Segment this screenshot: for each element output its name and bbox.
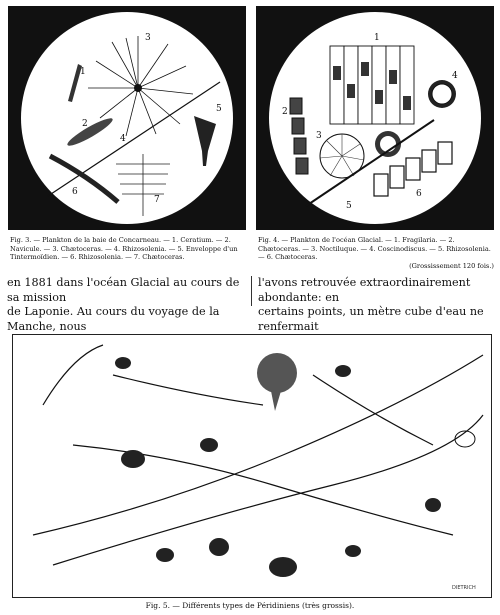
fig4-label-5: 5 [346,201,352,211]
fig3-label-4: 4 [120,134,126,144]
body-text-line: l'avons retrouvée extraordinairement abondante: en [258,276,471,304]
fig4-caption-text: — Plankton de l'océan Glacial. — 1. Fragilaria. — 2. Chætoceras. — 3. Noctiluque. — 4. Coscinodiscus. — 5. Rhizosolenia. — 6. Chætoceras. [258,236,491,262]
body-text-right-column [258,276,494,334]
fig3-label-6: 6 [72,187,78,197]
fig3-label-2: 2 [82,119,88,129]
fig3-illustration [8,6,246,230]
fig4-label-3: 3 [316,131,322,141]
fig3-caption-number: Fig. 3. [10,236,32,244]
body-text-line: certains points, un mètre cube d'eau ne renfermait [258,305,484,333]
fig5-illustration [12,334,492,598]
fig4-label-2: 2 [282,107,288,117]
fig5-caption: Fig. 5. — Différents types de Péridiniens (très grossis). [145,601,355,610]
body-text-line: de Laponie. Au cours du voyage de la Manche, nous [7,305,220,333]
fig3-label-7: 7 [154,195,160,205]
fig3-label-3: 3 [145,33,151,43]
fig4-illustration [256,6,494,230]
fig3-label-5: 5 [216,104,222,114]
fig4-label-6: 6 [416,189,422,199]
engraver-signature: DIETRICH [452,585,476,591]
body-text-left-column [7,276,247,334]
fig3-label-1: 1 [80,67,86,77]
fig4-label-1: 1 [374,33,380,43]
fig4-caption-number: Fig. 4. [258,236,280,244]
fig4-label-4: 4 [452,71,458,81]
fig4-magnification-note: (Grossissement 120 fois.) [409,261,494,270]
body-text-line: en 1881 dans l'océan Glacial au cours de sa mission [7,276,240,304]
fig4-caption [258,236,494,270]
column-divider [251,276,252,306]
fig3-caption-text: — Plankton de la baie de Concarneau. — 1. Ceratium. — 2. Navicule. — 3. Chætoceras. — 4. Rhizosolenia. — 5. Enveloppe d'un Tintermoïdien. — 6. Rhizosolenia. — 7. Chætoceras. [10,236,238,262]
fig3-caption [10,236,242,262]
